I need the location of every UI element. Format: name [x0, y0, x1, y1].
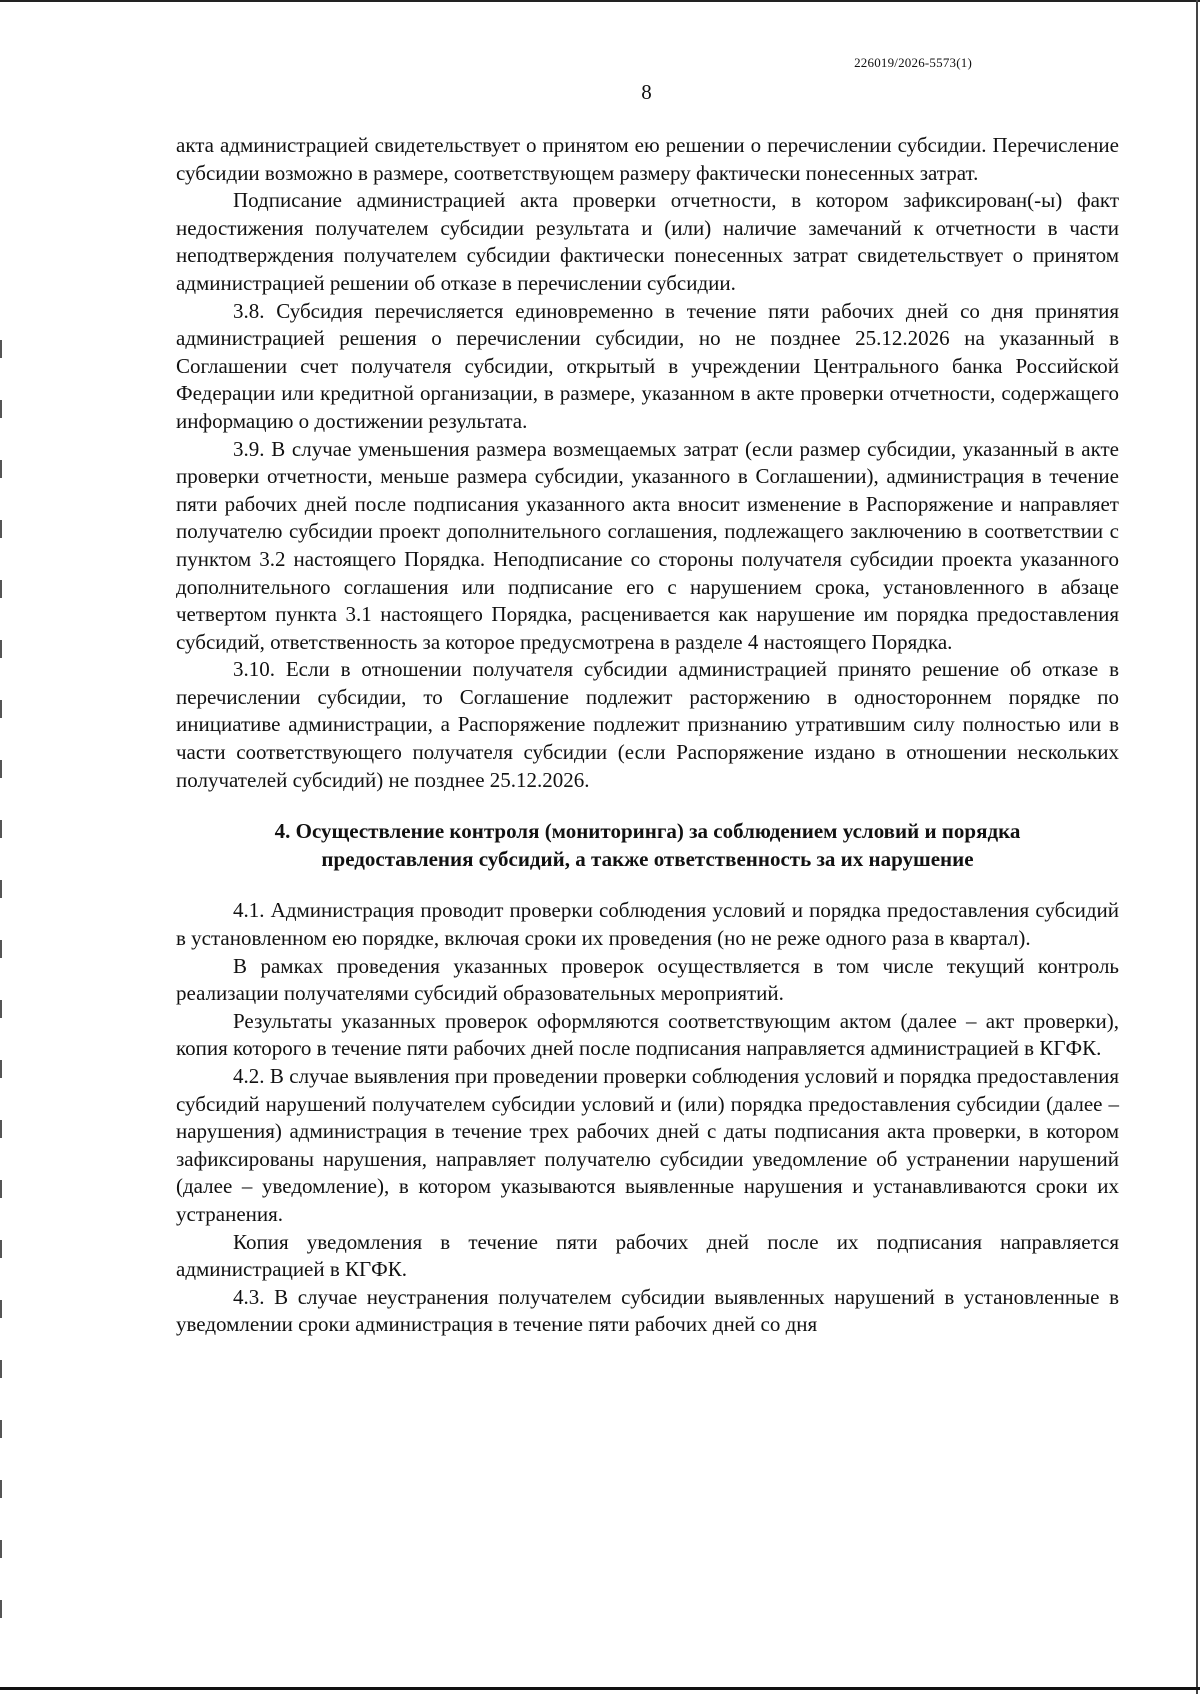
section-heading: [176, 818, 1119, 873]
section-heading-line2: предоставления субсидий, а также ответственность за их нарушение: [321, 846, 974, 871]
paragraph: Копия уведомления в течение пяти рабочих дней после их подписания направляется администрацией в КГФК.: [176, 1229, 1119, 1282]
paragraph-3-8: 3.8. Субсидия перечисляется единовременно в течение пяти рабочих дней со дня принятия администрацией решения о перечислении субсидии, но не позднее 25.12.2026 на указанный в Соглашении счет получателя субсидии, открытый в учреждении Центрального банка Российской Федерации или кредитной организации, в размере, указанном в акте проверки отчетности, содержащего информацию о достижении результата.: [176, 298, 1119, 433]
scan-edge-top: [0, 0, 1200, 2]
page-number: 8: [641, 80, 652, 104]
paragraph-4-1: 4.1. Администрация проводит проверки соблюдения условий и порядка предоставления субсидий в установленном ею порядке, включая сроки их проведения (но не реже одного раза в квартал).: [176, 898, 1119, 951]
paragraph: Подписание администрацией акта проверки отчетности, в котором зафиксирован(-ы) факт недостижения получателем субсидии результата и (или) наличие замечаний к отчетности в части неподтверждения получателем субсидии фактически понесенных затрат свидетельствует о принятом администрацией решении об отказе в перечислении субсидии.: [176, 188, 1119, 295]
paragraph-3-10: 3.10. Если в отношении получателя субсидии администрацией принято решение об отказе в перечислении субсидии, то Соглашение подлежит расторжению в одностороннем порядке по инициативе администрации, а Распоряжение подлежит признанию утратившим силу полностью или в части соответствующего получателя субсидии (если Распоряжение издано в отношении нескольких получателей субсидий) не позднее 25.12.2026.: [176, 657, 1119, 792]
paragraph-4-2: 4.2. В случае выявления при проведении проверки соблюдения условий и порядка предоставления субсидий нарушений получателем субсидии условий и (или) порядка предоставления субсидии (далее – нарушения) администрация в течение трех рабочих дней с даты подписания акта проверки, в котором зафиксированы нарушения, направляет получателю субсидии уведомление об устранении нарушений (далее – уведомление), в котором указываются выявленные нарушения и устанавливаются сроки их устранения.: [176, 1064, 1119, 1226]
paragraph: акта администрацией свидетельствует о принятом ею решении о перечислении субсидии. Перечисление субсидии возможно в размере, соответствующем размеру фактически понесенных затрат.: [176, 133, 1119, 185]
scan-edge-right: [1196, 0, 1198, 1694]
section-heading-line1: 4. Осуществление контроля (мониторинга) за соблюдением условий и порядка: [274, 819, 1021, 844]
document-body: [176, 132, 1119, 1339]
paragraph: Результаты указанных проверок оформляются соответствующим актом (далее – акт проверки), копия которого в течение пяти рабочих дней после подписания направляется администрацией в КГФК.: [176, 1008, 1119, 1061]
paragraph-3-9: 3.9. В случае уменьшения размера возмещаемых затрат (если размер субсидии, указанный в акте проверки отчетности, меньше размера субсидии, указанного в Соглашении), администрация в течение пяти рабочих дней после подписания указанного акта вносит изменение в Распоряжение и направляет получателю субсидии проект дополнительного соглашения, подлежащего заключению в соответствии с пунктом 3.2 настоящего Порядка. Неподписание со стороны получателя субсидии проекта указанного дополнительного соглашения или подписание его с нарушением срока, установленного в абзаце четвертом пункта 3.1 настоящего Порядка, расценивается как нарушение им порядка предоставления субсидий, ответственность за которое предусмотрена в разделе 4 настоящего Порядка.: [176, 436, 1119, 654]
registration-number: 226019/2026-5573(1): [854, 55, 972, 70]
paragraph: В рамках проведения указанных проверок осуществляется в том числе текущий контроль реализации получателями субсидий образовательных мероприятий.: [176, 953, 1119, 1006]
paragraph-4-3: 4.3. В случае неустранения получателем субсидии выявленных нарушений в установленные в уведомлении сроки администрация в течение пяти рабочих дней со дня: [176, 1284, 1119, 1337]
scan-edge-left: [0, 340, 2, 1660]
scan-edge-bottom: [0, 1687, 1200, 1690]
